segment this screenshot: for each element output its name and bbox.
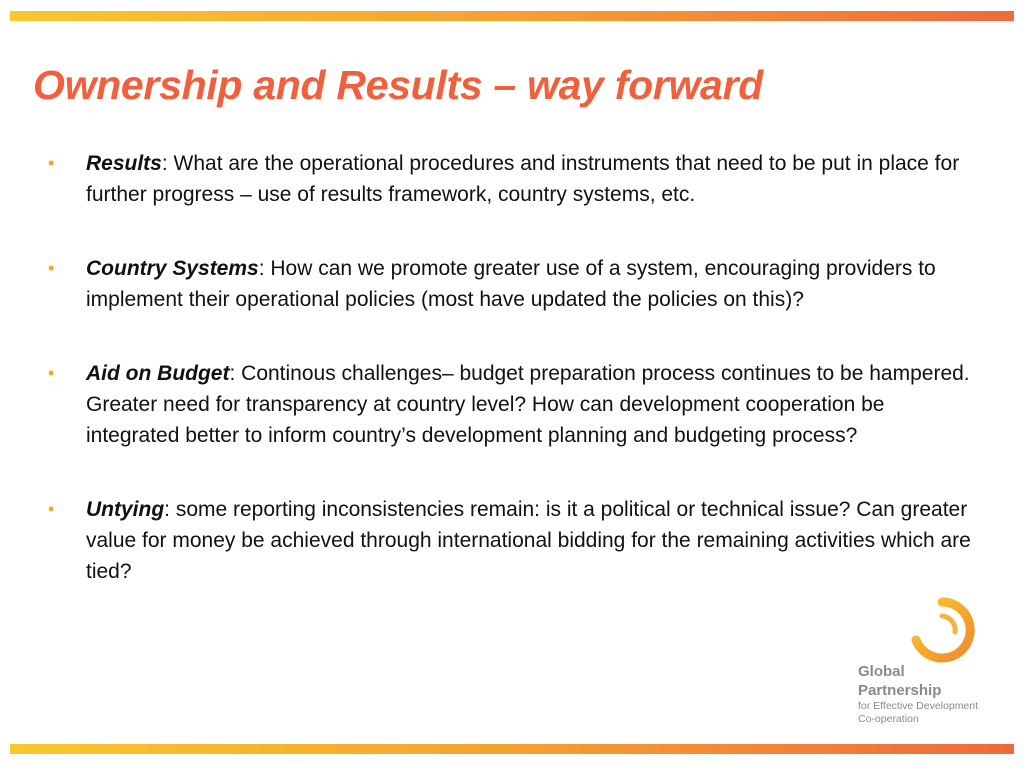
bullet-text: : Continous challenges– budget preparation process continues to be hampered. Greater need for transparency at country level? How can development cooperation be integrated better to inform country’s development planning and budgeting process? xyxy=(86,362,970,447)
top-accent-bar xyxy=(10,11,1014,21)
bullet-aid-on-budget xyxy=(48,358,983,451)
logo-line-cooperation: Co-operation xyxy=(858,713,919,725)
bullet-results xyxy=(48,148,983,210)
bullet-dot-icon: • xyxy=(48,153,55,173)
global-partnership-logo xyxy=(858,596,1008,726)
bullet-text: : How can we promote greater use of a system, encouraging providers to implement their operational policies (most have updated the policies on this)? xyxy=(86,257,936,311)
bullet-term: Results xyxy=(86,152,162,175)
logo-text xyxy=(858,662,1008,726)
bottom-accent-bar xyxy=(10,744,1014,754)
bullet-dot-icon: • xyxy=(48,499,55,519)
bullet-term: Aid on Budget xyxy=(86,362,230,385)
bullet-dot-icon: • xyxy=(48,363,55,383)
global-partnership-ring-icon xyxy=(908,596,976,664)
bullet-list xyxy=(48,148,983,587)
bullet-untying xyxy=(48,494,983,587)
bullet-term: Untying xyxy=(86,498,165,521)
logo-line-effective-development: for Effective Development xyxy=(858,700,979,712)
bullet-term: Country Systems xyxy=(86,257,259,280)
bullet-country-systems xyxy=(48,253,983,315)
bullet-dot-icon: • xyxy=(48,258,55,278)
slide-title: Ownership and Results – way forward xyxy=(33,62,763,108)
logo-line-global: Global xyxy=(858,663,905,680)
logo-line-partnership: Partnership xyxy=(858,682,942,699)
bullet-text: : What are the operational procedures and instruments that need to be put in place for further progress – use of results framework, country systems, etc. xyxy=(86,152,960,206)
bullet-text: : some reporting inconsistencies remain: is it a political or technical issue? Can greater value for money be achieved through international bidding for the remaining activities which are tied? xyxy=(86,498,971,583)
